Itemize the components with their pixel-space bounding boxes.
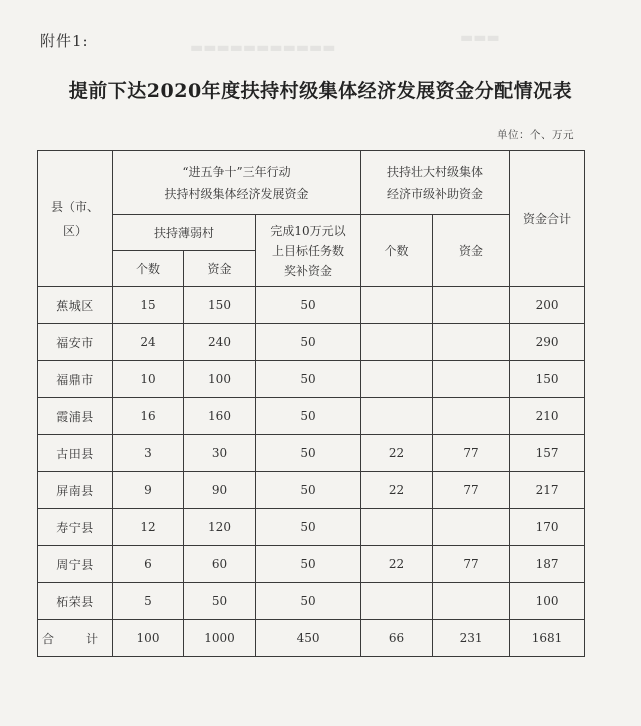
- table-row: [38, 509, 585, 546]
- bleed-through-mark: ▬▬▬▬▬▬▬▬▬▬▬: [190, 40, 336, 56]
- table-row: [38, 361, 585, 398]
- total-cell: 170: [510, 509, 585, 546]
- fund2-cell: 77: [433, 472, 510, 509]
- reward-cell: 50: [256, 472, 361, 509]
- county-cell: 古田县: [38, 435, 113, 472]
- fund-cell: 150: [184, 287, 256, 324]
- total-cell: 290: [510, 324, 585, 361]
- totals-reward: 450: [256, 620, 361, 657]
- header-count-1: 个数: [113, 251, 184, 287]
- total-cell: 187: [510, 546, 585, 583]
- fund-cell: 60: [184, 546, 256, 583]
- count-cell: 10: [113, 361, 184, 398]
- fund2-cell: [433, 509, 510, 546]
- count2-cell: [361, 398, 433, 435]
- reward-cell: 50: [256, 324, 361, 361]
- county-cell: 霞浦县: [38, 398, 113, 435]
- total-cell: 217: [510, 472, 585, 509]
- header-group-city-subsidy-line1: 扶持壮大村级集体: [387, 164, 484, 179]
- header-group-five-ten-line2: 扶持村级集体经济发展资金: [164, 186, 309, 201]
- table-row: [38, 546, 585, 583]
- header-weak-villages: 扶持薄弱村: [113, 215, 256, 251]
- county-cell: 蕉城区: [38, 287, 113, 324]
- total-cell: 157: [510, 435, 585, 472]
- header-group-five-ten: [113, 151, 361, 215]
- totals-total: 1681: [510, 620, 585, 657]
- count-cell: 9: [113, 472, 184, 509]
- totals-count2: 66: [361, 620, 433, 657]
- table-row: [38, 583, 585, 620]
- count-cell: 24: [113, 324, 184, 361]
- count-cell: 12: [113, 509, 184, 546]
- reward-cell: 50: [256, 509, 361, 546]
- header-fund-2: 资金: [433, 215, 510, 287]
- count2-cell: [361, 583, 433, 620]
- count-cell: 3: [113, 435, 184, 472]
- header-reward-line2: 上目标任务数: [272, 243, 345, 258]
- header-reward-line1: 完成10万元以: [270, 223, 346, 238]
- reward-cell: 50: [256, 287, 361, 324]
- county-cell: 寿宁县: [38, 509, 113, 546]
- fund2-cell: [433, 398, 510, 435]
- total-cell: 200: [510, 287, 585, 324]
- count-cell: 5: [113, 583, 184, 620]
- count2-cell: 22: [361, 546, 433, 583]
- page-title: 提前下达2020年度扶持村级集体经济发展资金分配情况表: [68, 80, 573, 102]
- county-cell: 屏南县: [38, 472, 113, 509]
- totals-fund: 1000: [184, 620, 256, 657]
- fund2-cell: [433, 583, 510, 620]
- allocation-table: [37, 150, 585, 657]
- fund-cell: 240: [184, 324, 256, 361]
- fund2-cell: [433, 324, 510, 361]
- total-cell: 210: [510, 398, 585, 435]
- count-cell: 16: [113, 398, 184, 435]
- fund-cell: 120: [184, 509, 256, 546]
- count2-cell: [361, 287, 433, 324]
- header-total: 资金合计: [510, 151, 585, 287]
- count2-cell: [361, 324, 433, 361]
- reward-cell: 50: [256, 583, 361, 620]
- county-cell: 福鼎市: [38, 361, 113, 398]
- count2-cell: [361, 509, 433, 546]
- county-cell: 柘荣县: [38, 583, 113, 620]
- reward-cell: 50: [256, 546, 361, 583]
- bleed-through-mark: ▬▬▬: [460, 30, 500, 46]
- table-row: [38, 472, 585, 509]
- reward-cell: 50: [256, 361, 361, 398]
- count2-cell: [361, 361, 433, 398]
- count-cell: 6: [113, 546, 184, 583]
- fund2-cell: [433, 287, 510, 324]
- count-cell: 15: [113, 287, 184, 324]
- table-row: [38, 435, 585, 472]
- attachment-label: 附件1:: [40, 32, 89, 50]
- header-count-2: 个数: [361, 215, 433, 287]
- totals-count: 100: [113, 620, 184, 657]
- table-row: [38, 398, 585, 435]
- table-row: [38, 324, 585, 361]
- count2-cell: 22: [361, 435, 433, 472]
- header-reward-line3: 奖补资金: [284, 263, 333, 278]
- header-reward-fund: [256, 215, 361, 287]
- header-group-city-subsidy-line2: 经济市级补助资金: [387, 186, 484, 201]
- totals-fund2: 231: [433, 620, 510, 657]
- header-fund-1: 资金: [184, 251, 256, 287]
- total-cell: 150: [510, 361, 585, 398]
- table-row: [38, 287, 585, 324]
- header-group-city-subsidy: [361, 151, 510, 215]
- unit-note: 单位：个、万元: [497, 129, 574, 141]
- fund-cell: 160: [184, 398, 256, 435]
- fund-cell: 90: [184, 472, 256, 509]
- fund2-cell: [433, 361, 510, 398]
- fund2-cell: 77: [433, 546, 510, 583]
- totals-row: [38, 620, 585, 657]
- reward-cell: 50: [256, 398, 361, 435]
- fund2-cell: 77: [433, 435, 510, 472]
- total-cell: 100: [510, 583, 585, 620]
- county-cell: 福安市: [38, 324, 113, 361]
- reward-cell: 50: [256, 435, 361, 472]
- header-county: 县（市、区）: [38, 151, 113, 287]
- totals-label: 合 计: [38, 620, 113, 657]
- county-cell: 周宁县: [38, 546, 113, 583]
- header-group-five-ten-line1: “进五争十”三年行动: [182, 164, 291, 179]
- fund-cell: 100: [184, 361, 256, 398]
- fund-cell: 30: [184, 435, 256, 472]
- fund-cell: 50: [184, 583, 256, 620]
- count2-cell: 22: [361, 472, 433, 509]
